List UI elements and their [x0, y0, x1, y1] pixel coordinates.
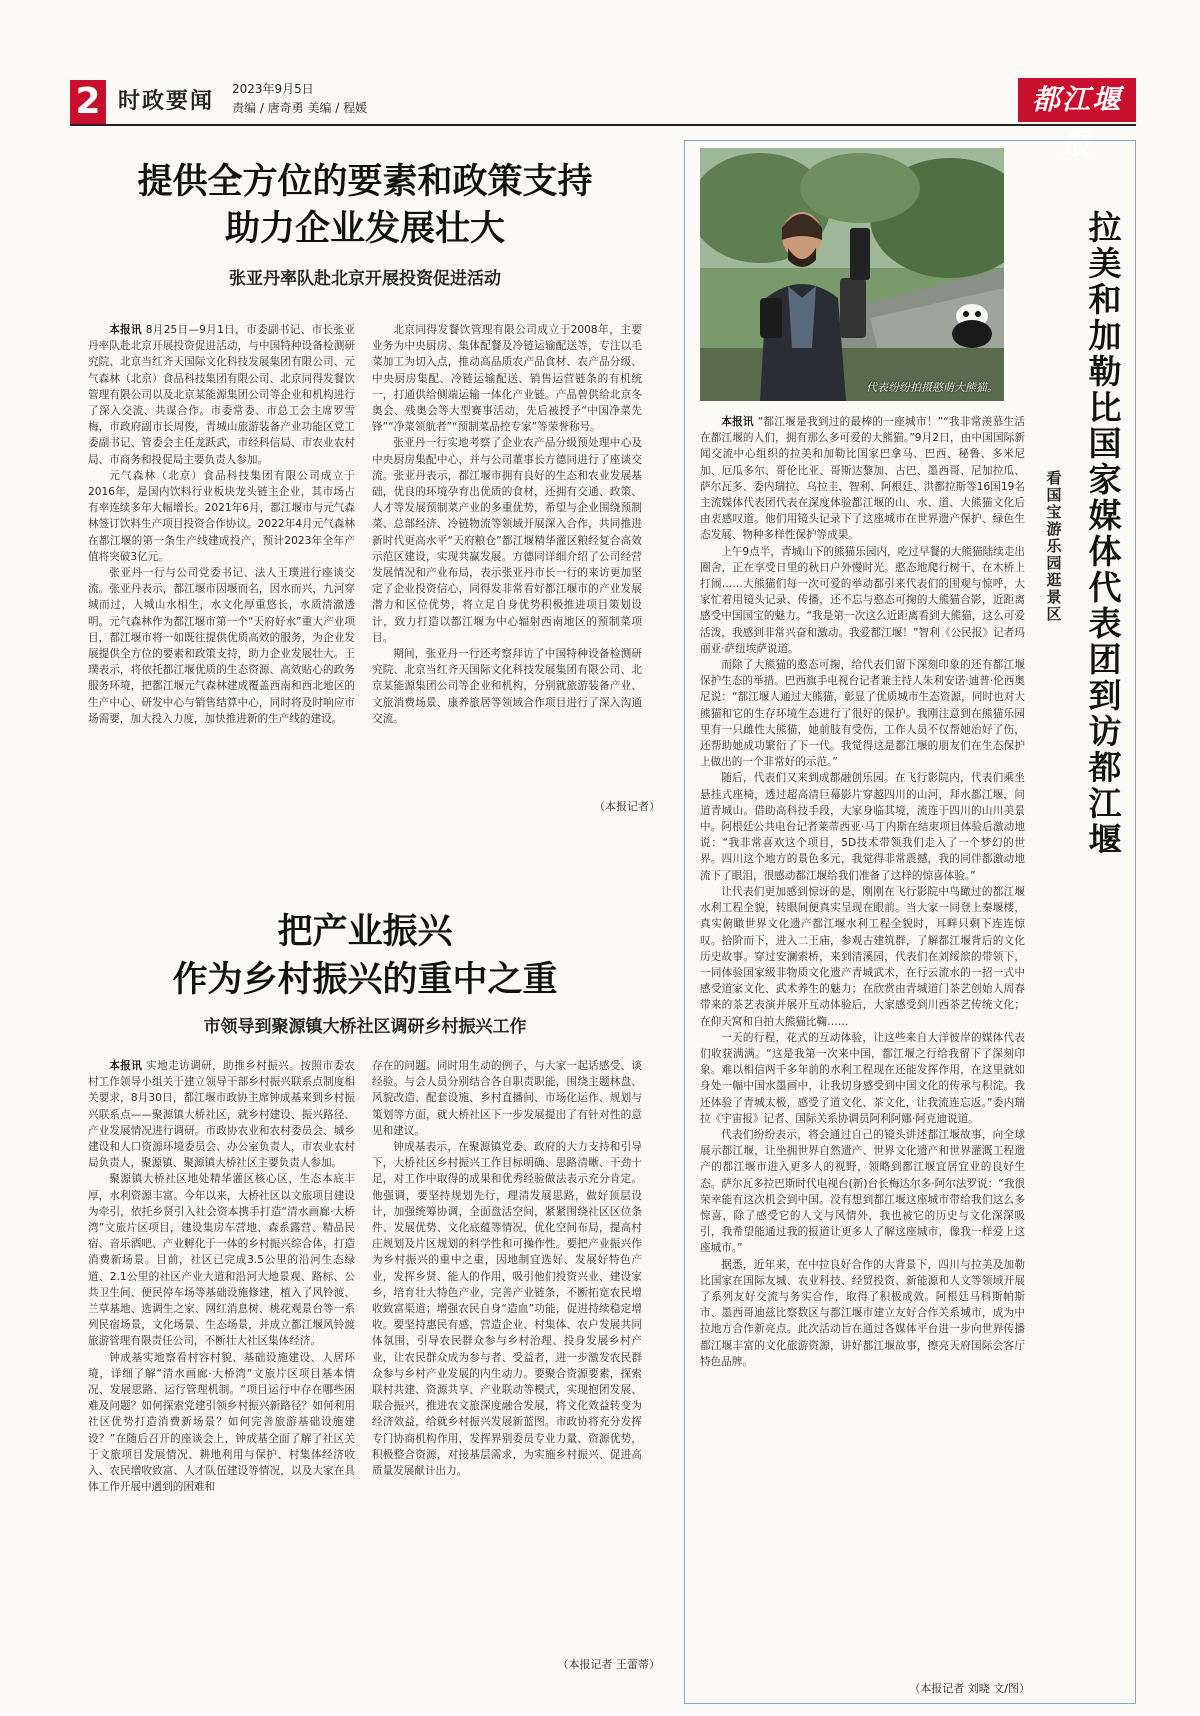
article2-subtitle: 市领导到聚源镇大桥社区调研乡村振兴工作: [203, 1017, 527, 1037]
header-rule: [70, 124, 1136, 126]
panda-photo: [700, 148, 1004, 401]
article3-paragraph: 让代表们更加感到惊讶的是，刚刚在飞行影院中鸟瞰过的都江堰水利工程全貌，转眼间便真实呈现在眼前。当大家一同登上秦堰楼，真实俯瞰世界文化遗产都江堰水利工程全貌时，耳畔只剩下连连惊叹。拾阶而下，进入二王庙，参观古建筑群，了解都江堰背后的文化历史故事。穿过安澜索桥，来到清溪园，代表们在刘绥滨的带领下，一同体验国家级非物质文化遗产青城武术，在行云流水的一招一式中感受道家文化、武术养生的魅力；在欣赏由青城道门茶艺创始人周春带来的茶艺表演并展开互动体验后，大家感受到川西茶艺传统文化；在仰天窝和自拍大熊猫比鞠……: [700, 885, 1025, 1028]
article2-column-1: [88, 1058, 355, 1680]
article1-lead: 本报讯: [109, 324, 142, 336]
article3-column: [700, 414, 1025, 1678]
article2-title-line1: 把产业振兴: [277, 911, 453, 952]
article2-paragraph: 钟成基表示，在聚源镇党委、政府的大力支持和引导下，大桥社区乡村振兴工作目标明确、思路清晰、干劲十足，对工作中取得的成果和优秀经验做法表示充分肯定。他强调，要坚持规划先行，理清发展思路，做好顶层设计，加强统筹协调，全面盘活空间，紧紧围绕社区区位条件、发展优势、文化底蕴等情况，优化空间布局，提高村庄规划及片区规划的科学性和可操作性。要把产业振兴作为乡村振兴的重中之重，因地制宜选好、发展好特色产业，发挥乡贤、能人的作用，吸引他们投资兴业、建设家乡，培育壮大特色产业，完善产业链条，不断拓宽农民增收致富渠道；增强农民自身“造血”功能，促进持续稳定增收。要坚持惠民有感，营造企业、村集体、农户发展共同体氛围，引导农民群众参与乡村治理、投身发展乡村产业，让农民群众成为参与者、受益者，进一步激发农民群众参与乡村产业发展的内生动力。要聚合资源要素，探索联村共建、资源共享、产业联动等模式，实现抱团发展、联合振兴，推进农文旅深度融合发展，将文化效益转变为经济效益，给就乡村振兴发展新蓝图。市政协将充分发挥专门协商机构作用，发挥界别委员专业力量、资源优势，积极整合资源，对接基层需求，为实施乡村振兴、促进高质量发展献计出力。: [372, 1141, 642, 1478]
article1-column-2: [372, 322, 642, 792]
issue-date: 2023年9月5日: [232, 82, 314, 96]
article3-title: 拉美和加勒比国家媒体代表团到访都江堰: [1088, 208, 1122, 859]
article3-paragraph: 而除了大熊猫的憨态可掬，给代表们留下深刻印象的还有都江堰保护生态的举措。巴西旗手电视台记者兼主持人朱利安诺·迪普·伦西奥尼说：“都江堰人通过大熊猫，彰显了优质城市生态资源，同时也对大熊猫和它的生存环境生态进行了很好的保护。我刚注意到在熊猫乐园里有一只雌性大熊猫，她前肢有受伤，工作人员不仅帮她治好了伤，还帮助她成功繁衍了下一代。我觉得这是都江堰的朋友们在生态保护上做出的一个非常好的示范。”: [700, 659, 1025, 769]
article3-paragraph: “都江堰是我到过的最棒的一座城市！”“我非常羡慕生活在都江堰的人们，拥有那么多可爱的大熊猫。”9月2日，由中国国际新闻交流中心组织的拉美和加勒比国家巴拿马、巴西、秘鲁、多米尼加、厄瓜多尔、哥伦比亚、哥斯达黎加、古巴、墨西哥、尼加拉瓜、萨尔瓦多、委内瑞拉、乌拉圭、智利、阿根廷、洪都拉斯等16国19名主流媒体代表团代表在深度体验都江堰的山、水、道、大熊猫文化后由衷感叹道。他们用镜头记录下了这座城市在世界遗产保护、绿色生态发展、物种多样性保护等成果。: [700, 416, 1025, 542]
masthead-logo: 都江堰报: [1018, 78, 1136, 122]
article2-lead: 本报讯: [109, 1060, 143, 1072]
article3-lead: 本报讯: [721, 416, 754, 428]
page-number: 2: [70, 80, 106, 124]
article2-paragraph: 实地走访调研，助推乡村振兴。按照市委农村工作领导小组关于建立领导干部乡村振兴联系点制度相关要求，8月30日，都江堰市政协主席钟成基来到乡村振兴联系点——聚源镇大桥社区，就乡村建设、振兴路径、产业发展情况进行调研。市政协农业和农村委员会、城乡建设和人口资源环境委员会、办公室负责人，市农业农村局负责人，聚源镇、聚源镇大桥社区主要负责人参加。: [88, 1060, 355, 1170]
article3-subtitle: 看国宝 游乐园 逛景区: [1046, 469, 1062, 623]
photo-caption: 代表纷纷拍摄憨萌大熊猫。: [866, 381, 998, 394]
article1-title-line1: 提供全方位的要素和政策支持: [137, 161, 593, 202]
section-title: 时政要闻: [118, 89, 215, 114]
article3-signature: （本报记者 刘晓 文/图）: [909, 1682, 1030, 1695]
article2-column-2: [372, 1058, 642, 1648]
editors-line: 责编 / 唐奇勇 美编 / 程媛: [232, 101, 368, 115]
article2-paragraph: 聚源镇大桥社区地处精华灌区核心区，生态本底丰厚，水利资源丰富。今年以来，大桥社区以文旅项目建设为牵引，依托乡贤引入社会资本携手打造“清水画廊·大桥湾”文旅片区项目，建设集房车营地、森系露营、精品民宿、音乐酒吧、产业孵化于一体的乡村振兴综合体，打造消费新场景。目前，社区已完成3.5公里的沿河生态绿道、2.1公里的社区产业大道和沿河大地景观、路标、公共卫生间、便民停车场等基础设施修建，植入了风铃渡、兰草基地、选调生之家、网红消息树、桃花观景台等一系列民宿场景，文化场景、生态场景，并成立都江堰风铃渡旅游管理有限责任公司，不断壮大社区集体经济。: [88, 1173, 355, 1348]
article1-subtitle: 张亚丹率队赴北京开展投资促进活动: [229, 269, 501, 289]
article1-paragraph: 张亚丹一行与公司党委书记、法人王璞进行座谈交流。张亚丹表示，都江堰市因堰而名，因水而兴，九河穿城而过，人城山水相生，水文化厚重悠长，水质清澈透明。元气森林作为都江堰市第一个“天府好水”重大产业项目，都江堰市将一如既往提供优质高效的服务，为企业发展提供全方位的要素和政策支持，助力企业发展壮大。王璞表示，将依托都江堰优质的生态资源、高效贴心的政务服务环境，把都江堰元气森林建成覆盖西南和西北地区的生产中心、研发中心与销售结算中心，同时将及时响应市场需要，加大投入力度，加快推进新的生产线的建设。: [88, 567, 355, 725]
article3-paragraph: 一天的行程，花式的互动体验，让这些来自大洋彼岸的媒体代表们收获满满。“这是我第一次来中国，都江堰之行给我留下了深刻印象。难以相信两千多年前的水利工程现在还能发挥作用，在这里就如身处一幅中国水墨画中，让我切身感受到中国文化的传承与积淀。我还体验了青城太极，感受了道文化、茶文化，让我流连忘返。”委内瑞拉《宇宙报》记者、国际关系协调员阿利阿娜·阿克迪说道。: [700, 1031, 1025, 1125]
article1-paragraph: 北京同得发餐饮管理有限公司成立于2008年，主要业务为中央厨房、集体配餐及冷链运输配送等，专注以毛菜加工为切入点，推动高品质农产品食材、农产品分级、中央厨房集配、冷链运输配送、销售运营链条的有机统一，打通供给侧端运输一体化产业链。产品曾供给北京冬奥会、残奥会等大型赛事活动，先后被授予“中国净菜先锋”“净菜领航者”“预制菜品控专家”等荣誉称号。: [372, 324, 642, 434]
article3-paragraph: 上午9点半，青城山下的熊猫乐园内，吃过早餐的大熊猫陆续走出圈舍，正在享受日里的秋日户外慢时光。憨态地爬行树干、在木桥上打闹……大熊猫们每一次可爱的举动都引来代表们的围观与惊呼，大家忙着用镜头记录、传播，还不忘与憨态可掬的大熊猫合影，近距离感受中国国宝的魅力。“我是第一次这么近距离看到大熊猫，这么可爱活泼，我感到非常兴奋和激动。我爱都江堰！”智利《公民报》记者玛丽亚·萨纽埃萨说道。: [700, 545, 1025, 655]
article1-column-1: [88, 322, 355, 826]
article3-paragraph: 随后，代表们又来到成都融创乐园。在飞行影院内，代表们乘坐悬挂式座椅，透过超高清巨幕影片穿越四川的山河，拜水都江堰，问道青城山。借助高科技手段，大家身临其境，流连于四川的山川美景中。阿根廷公共电台记者莱蒂西亚·马丁内斯在结束项目体验后激动地说：“我非常喜欢这个项目，5D技术带领我们走入了一个梦幻的世界。四川这个地方的景色多元，我觉得非常震撼，我的同伴都激动地流下了眼泪，很感动都江堰给我们准备了这样的惊喜体验。”: [700, 772, 1025, 882]
article1-signature: （本报记者）: [594, 800, 660, 813]
article2-signature: （本报记者 王蕾蒂）: [557, 1658, 660, 1671]
article3-paragraph: 代表们纷纷表示，将会通过自己的镜头讲述都江堰故事，向全球展示都江堰，让坐拥世界自然遗产、世界文化遗产和世界灌溉工程遗产的都江堰市进入更多人的视野，领略到都江堰宜居宜业的良好生态。萨尔瓦多拉巴斯时代电视台(新)台长梅达尔多·阿尔法罗说：“我很荣幸能有这次机会到中国。没有想到都江堰这座城市带给我们这么多惊喜，除了感受它的人文与风情外，我也被它的历史与文化深深吸引，我希望能通过我的报道让更多人了解这座城市，像我一样爱上这座城市。”: [700, 1128, 1025, 1255]
article2-paragraph: 钟成基实地察看村容村貌、基础设施建设、人居环境，详细了解“清水画廊·大桥湾”文旅片区项目基本情况、发展思路、运行管理机制。“项目运行中存在哪些困难及问题？如何探索党建引领乡村振兴新路径？如何利用社区优势打造消费新场景？如何完善旅游基础设施建设？”在随后召开的座谈会上，钟成基全面了解了社区关于文旅项目发展情况、耕地利用与保护、村集体经济收入、农民增收致富、人才队伍建设等情况，以及大家在具体工作开展中遇到的困难和: [88, 1351, 355, 1494]
photo-illustration: [700, 148, 1004, 401]
article2-title-line2: 作为乡村振兴的重中之重: [172, 959, 558, 1000]
article1-paragraph: 8月25日—9月1日，市委副书记、市长张亚丹率队赴北京开展投资促进活动，与中国特种设备检测研究院、北京当红齐天国际文化科技发展集团有限公司、元气森林（北京）食品科技集团有限公司、北京同得发餐饮管理有限公司以及北京某能源集团公司等企业和机构进行了深入交流、共谋合作。市委常委、市总工会主席罗雪梅，市政府副市长周俊，青城山旅游装备产业功能区党工委副书记、管委会主任龙跃武，市经科信局、市农业农村局、市商务和投促局主要负责人参加。: [88, 324, 355, 466]
article1-paragraph: 张亚丹一行实地考察了企业农产品分级预处理中心及中央厨房集配中心，并与公司董事长方德同进行了座谈交流。张亚丹表示，都江堰市拥有良好的生态和农业发展基础，优良的环境孕育出优质的食材，还拥有交通、政策、人才等发展预制菜产业的多重优势，希望与企业围绕预制菜、总部经济、冷链物流等领域开展深入合作，共同推进新时代更高水平“天府粮仓”都江堰精华灌区粮经复合高效示范区建设，实现共赢发展。方德同详细介绍了公司经营发展情况和产业布局，表示张亚丹市长一行的来访更加坚定了企业投资信心，同得发非常看好都江堰市的产业发展潜力和区位优势，将立足自身优势积极推进项目策划设计，致力打造以都江堰为中心辐射西南地区的预制菜项目。: [372, 437, 642, 644]
article1-paragraph: 元气森林（北京）食品科技集团有限公司成立于2016年，是国内饮料行业板块龙头链主企业，其市场占有率连续多年大幅增长。2021年6月，都江堰市与元气森林签订饮料生产项目投资合作协议。2022年4月元气森林在都江堰的第一条生产线建成投产，预计2023年全年产值将突破3亿元。: [88, 469, 355, 563]
article3-paragraph: 据悉，近年来，在中拉良好合作的大背景下，四川与拉美及加勒比国家在国际友城、农业科技、经贸投资、新能源和人文等领域开展了系列友好交流与务实合作，取得了积极成效。阿根廷马科斯帕斯市、墨西哥迪兹比察数区与都江堰市建立友好合作关系城市，成为中拉地方合作新亮点。此次活动旨在通过各媒体平台进一步向世界传播都江堰丰富的文化旅游资源，讲好都江堰故事，擦亮天府国际会客厅特色品牌。: [700, 1258, 1025, 1368]
article1-title-line2: 助力企业发展壮大: [224, 208, 505, 249]
article2-paragraph: 存在的问题。同时用生动的例子，与大家一起话感受、谈经验。与会人员分别结合各自职责职能，围绕主题林盘、风貌改造、配套设施、乡村直播间、市场化运作、规划与策划等方面，就大桥社区下一步发展提出了有针对性的意见和建议。: [372, 1060, 642, 1137]
article1-paragraph: 期间，张亚丹一行还考察拜访了中国特种设备检测研究院、北京当红齐天国际文化科技发展集团有限公司、北京某能源集团公司等企业和机构，分别就旅游装备产业、文旅消费场景、康养旅居等领域合作项目进行了深入沟通交流。: [372, 648, 642, 725]
